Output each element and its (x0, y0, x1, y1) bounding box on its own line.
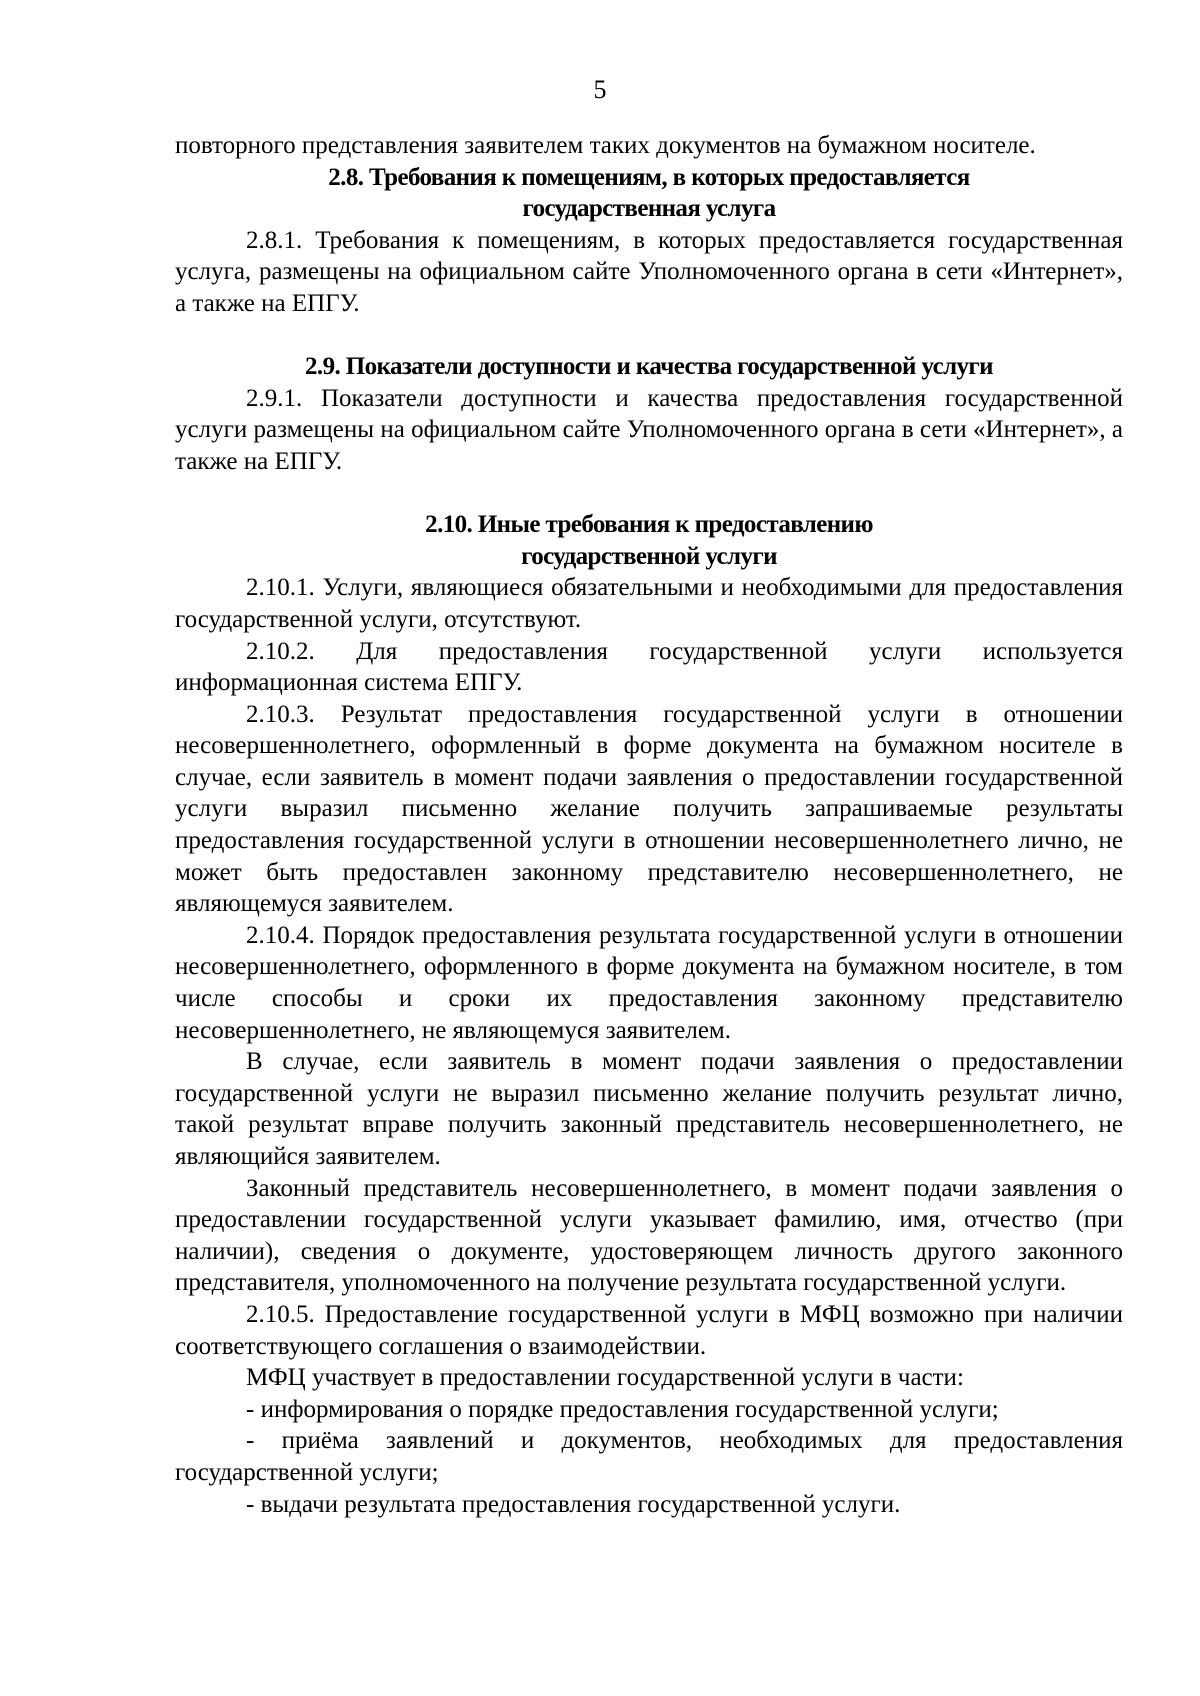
page-number: 5 (593, 75, 607, 104)
section-2-10-heading-line1: 2.10. Иные требования к предоставлению (425, 511, 873, 539)
list-item: - информирования о порядке предоставления государственной услуги; (246, 1395, 999, 1423)
paragraph-2-10-3: 2.10.3. Результат предоставления государственной услуги в отношении несовершеннолетнего, оформленный в форме документа на бумажном носителе в случае, если заявитель в момент подачи заявления о предоставлении государственной услуги выразил письменно желание получить запрашиваемые результаты предоставления государственной услуги в отношении несовершеннолетнего лично, не может быть предоставлен законному представителю несовершеннолетнего, не являющемуся заявителем. (175, 700, 1123, 918)
section-2-8-heading (175, 162, 1123, 225)
document-body (175, 130, 1123, 1520)
paragraph-2-8-1: 2.8.1. Требования к помещениям, в которых предоставляется государственная услуга, размещены на официальном сайте Уполномоченного органа в сети «Интернет», а также на ЕПГУ. (175, 226, 1123, 317)
paragraph-mfc-participation: МФЦ участвует в предоставлении государственной услуги в части: (246, 1364, 964, 1392)
section-2-9-heading: 2.9. Показатели доступности и качества государственной услуги (305, 353, 993, 381)
list-item: - приёма заявлений и документов, необходимых для предоставления государственной услуги; (175, 1427, 1123, 1486)
paragraph-2-10-5: 2.10.5. Предоставление государственной услуги в МФЦ возможно при наличии соответствующего соглашения о взаимодействии. (175, 1300, 1123, 1360)
section-2-10-heading-line2: государственной услуги (521, 542, 777, 570)
spacer (175, 320, 1123, 352)
paragraph-2-9-1: 2.9.1. Показатели доступности и качества предоставления государственной услуги размещены на официальном сайте Уполномоченного органа в сети «Интернет», а также на ЕПГУ. (175, 384, 1123, 475)
intro-continuation: повторного представления заявителем таких документов на бумажном носителе. (175, 132, 1036, 159)
paragraph-2-10-1: 2.10.1. Услуги, являющиеся обязательными и необходимыми для предоставления государственной услуги, отсутствуют. (175, 574, 1123, 633)
section-2-10-heading (175, 509, 1123, 572)
paragraph-2-10-4-representative: Законный представитель несовершеннолетнего, в момент подачи заявления о предоставлении государственной услуги указывает фамилию, имя, отчество (при наличии), сведения о документе, удостоверяющем личность другого законного представителя, уполномоченного на получение результата государственной услуги. (175, 1174, 1123, 1297)
list-item: - выдачи результата предоставления государственной услуги. (246, 1490, 901, 1518)
section-2-8-heading-line2: государственная услуга (522, 195, 776, 223)
section-2-8-heading-line1: 2.8. Требования к помещениям, в которых предоставляется (328, 163, 970, 191)
paragraph-2-10-4: 2.10.4. Порядок предоставления результата государственной услуги в отношении несовершеннолетнего, оформленного в форме документа на бумажном носителе, в том числе способы и сроки их предоставления законному представителю несовершеннолетнего, не являющемуся заявителем. (175, 921, 1123, 1044)
paragraph-2-10-2: 2.10.2. Для предоставления государственной услуги используется информационная система ЕПГУ. (175, 637, 1123, 697)
paragraph-2-10-4-case: В случае, если заявитель в момент подачи заявления о предоставлении государственной услуги не выразил письменно желание получить результат лично, такой результат вправе получить законный представитель несовершеннолетнего, не являющийся заявителем. (175, 1048, 1123, 1170)
spacer (175, 478, 1123, 510)
